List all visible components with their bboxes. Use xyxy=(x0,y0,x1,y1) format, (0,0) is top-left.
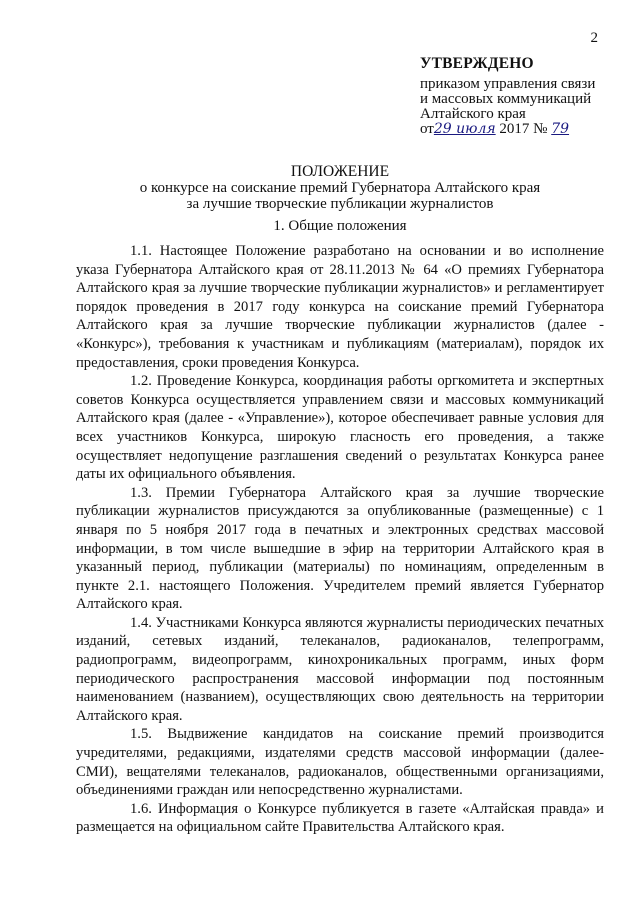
document-title xyxy=(70,164,610,212)
handwritten-date: 29 июля xyxy=(433,121,496,137)
order-number-sign: № xyxy=(533,121,548,137)
order-year: 2017 xyxy=(499,121,530,137)
document-body xyxy=(76,242,604,837)
paragraph: 1.2. Проведение Конкурса, координация работы оргкомитета и экспертных советов Конкурса осуществляется управлением связи и массовых коммуникаций Алтайского края (далее - «Управление»), которое обеспечивает равные условия для всех участников Конкурса, широкую гласность его проведения, а также осуществляет недопущение разглашения сведений о результатах Конкурса ранее даты их официального объявления. xyxy=(76,373,604,483)
paragraph: 1.6. Информация о Конкурсе публикуется в газете «Алтайская правда» и размещается на официальном сайте Правительства Алтайского края. xyxy=(76,800,604,836)
paragraph: 1.1. Настоящее Положение разработано на основании и во исполнение указа Губернатора Алтайского края от 28.11.2013 № 64 «О премиях Губернатора Алтайского края за лучшие творческие публикации журналистов» и регламентирует порядок проведения в 2017 году конкурса на соискание премий Губернатора Алтайского края за лучшие творческие публикации журналистов (далее - «Конкурс»), требования к участникам и публикациям (материалам), порядок их предоставления, сроки проведения Конкурса. xyxy=(76,243,604,371)
title-line-3: за лучшие творческие публикации журналистов xyxy=(186,196,494,212)
handwritten-number: 79 xyxy=(551,121,570,137)
approval-line: Алтайского края xyxy=(420,106,526,122)
paragraph: 1.4. Участниками Конкурса являются журналисты периодических печатных изданий, сетевых изданий, телеканалов, радиоканалов, телепрограмм, радиопрограмм, видеопрограмм, кинохроникальных программ, иных форм периодического распространения массовой информации под постоянным наименованием (названием), осуществляющих свою деятельность на территории Алтайского края. xyxy=(76,614,604,724)
section-heading: 1. Общие положения xyxy=(273,218,407,234)
approval-line: приказом управления связи xyxy=(420,76,596,92)
order-prefix: от xyxy=(420,121,434,137)
page-number: 2 xyxy=(590,30,598,46)
paragraph: 1.5. Выдвижение кандидатов на соискание премий производится учредителями, редакциями, издателями средств массовой информации (далее-СМИ), вещателями телеканалов, радиоканалов, общественными организациями, объединениями граждан или непосредственно журналистами. xyxy=(76,726,604,799)
approval-stamp-block xyxy=(420,56,610,137)
approval-heading: УТВЕРЖДЕНО xyxy=(420,55,534,72)
approval-line: и массовых коммуникаций xyxy=(420,91,592,107)
title-line-1: ПОЛОЖЕНИЕ xyxy=(290,163,390,180)
order-date-number xyxy=(420,122,610,137)
title-line-2: о конкурсе на соискание премий Губернатора Алтайского края xyxy=(139,180,541,196)
paragraph: 1.3. Премии Губернатора Алтайского края за лучшие творческие публикации журналистов присуждаются за опубликованные (размещенные) с 1 января по 5 ноября 2017 года в печатных и электронных средствах массовой информации, в том числе вышедшие в эфир на территории Алтайского края в указанный период, публикации (материалы) по номинациям, определенным в пункте 2.1. настоящего Положения. Учредителем премий является Губернатор Алтайского края. xyxy=(76,484,604,613)
